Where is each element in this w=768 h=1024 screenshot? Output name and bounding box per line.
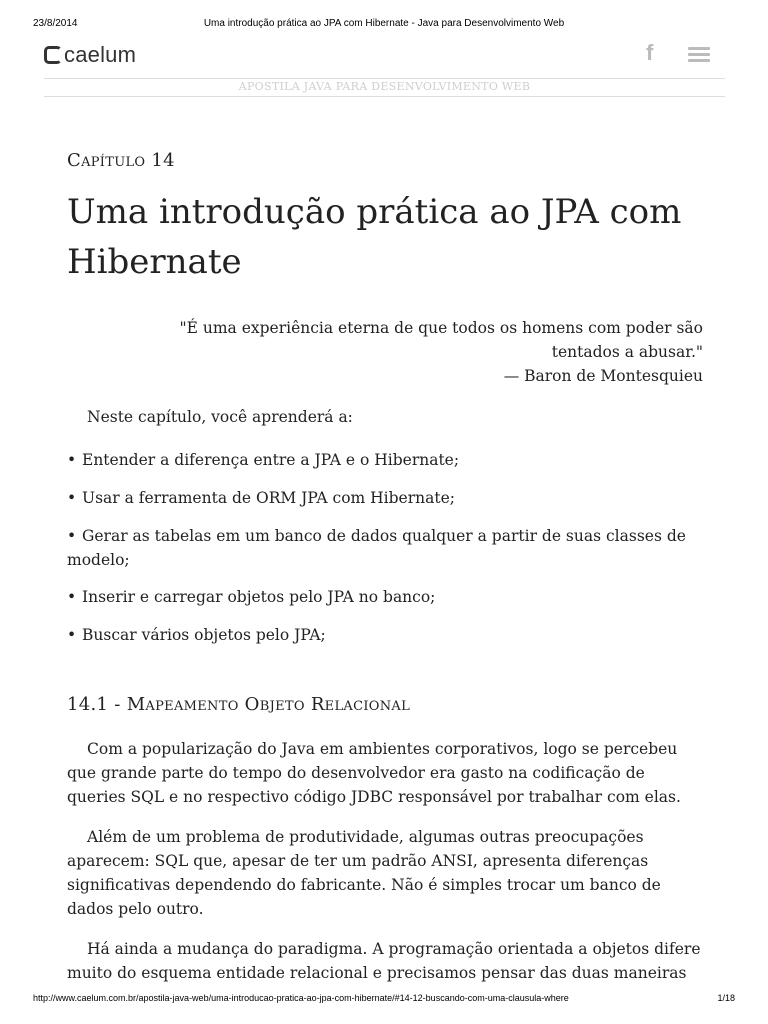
list-item: • Buscar vários objetos pelo JPA;: [67, 623, 703, 647]
caelum-logo[interactable]: [44, 43, 136, 67]
hamburger-menu-icon[interactable]: [688, 47, 710, 61]
site-header: [44, 40, 725, 79]
list-item: • Usar a ferramenta de ORM JPA com Hibernate;: [67, 486, 703, 510]
logo-text: caelum: [64, 42, 137, 67]
epigraph-author: — Baron de Montesquieu: [503, 367, 703, 385]
print-page-number: 1/18: [717, 993, 735, 1003]
chapter-title: Uma introdução prática ao JPA com Hibernate: [67, 192, 682, 282]
print-page-title: Uma introdução prática ao JPA com Hibernate - Java para Desenvolvimento Web: [203, 18, 565, 29]
body-paragraph: Além de um problema de produtividade, algumas outras preocupações aparecem: SQL que, apesar de ter um padrão ANSI, apresenta diferenças significativas dependendo do fabricante. Não é simples trocar um banco de dados pelo outro.: [67, 828, 661, 918]
list-item: • Entender a diferença entre a JPA e o Hibernate;: [67, 448, 703, 472]
section-heading: 14.1 - Mapeamento Objeto Relacional: [67, 694, 411, 715]
print-url: http://www.caelum.com.br/apostila-java-web/uma-introducao-pratica-ao-jpa-com-hibernate/#14-12-buscando-com-uma-clausula-where: [33, 993, 569, 1003]
body-paragraph: Com a popularização do Java em ambientes corporativos, logo se percebeu que grande parte do tempo do desenvolvedor era gasto na codificação de queries SQL e no respectivo código JDBC responsável por trabalhar com elas.: [67, 740, 681, 806]
book-subtitle[interactable]: APOSTILA JAVA PARA DESENVOLVIMENTO WEB: [44, 78, 725, 97]
logo-icon: [44, 46, 62, 64]
list-item: • Gerar as tabelas em um banco de dados qualquer a partir de suas classes de modelo;: [67, 524, 703, 572]
intro-paragraph: Neste capítulo, você aprenderá a:: [87, 408, 353, 426]
print-header: [33, 18, 735, 32]
print-date: 23/8/2014: [33, 18, 78, 29]
epigraph-quote: "É uma experiência eterna de que todos os homens com poder são tentados a abusar.": [179, 319, 703, 361]
list-item: • Inserir e carregar objetos pelo JPA no banco;: [67, 585, 703, 609]
chapter-label: Capítulo 14: [67, 150, 175, 171]
epigraph: [67, 316, 703, 388]
print-footer: [33, 993, 735, 1007]
body-paragraph: Há ainda a mudança do paradigma. A programação orientada a objetos difere muito do esquema entidade relacional e precisamos pensar das duas maneiras: [67, 940, 701, 982]
facebook-icon[interactable]: f: [646, 40, 654, 65]
